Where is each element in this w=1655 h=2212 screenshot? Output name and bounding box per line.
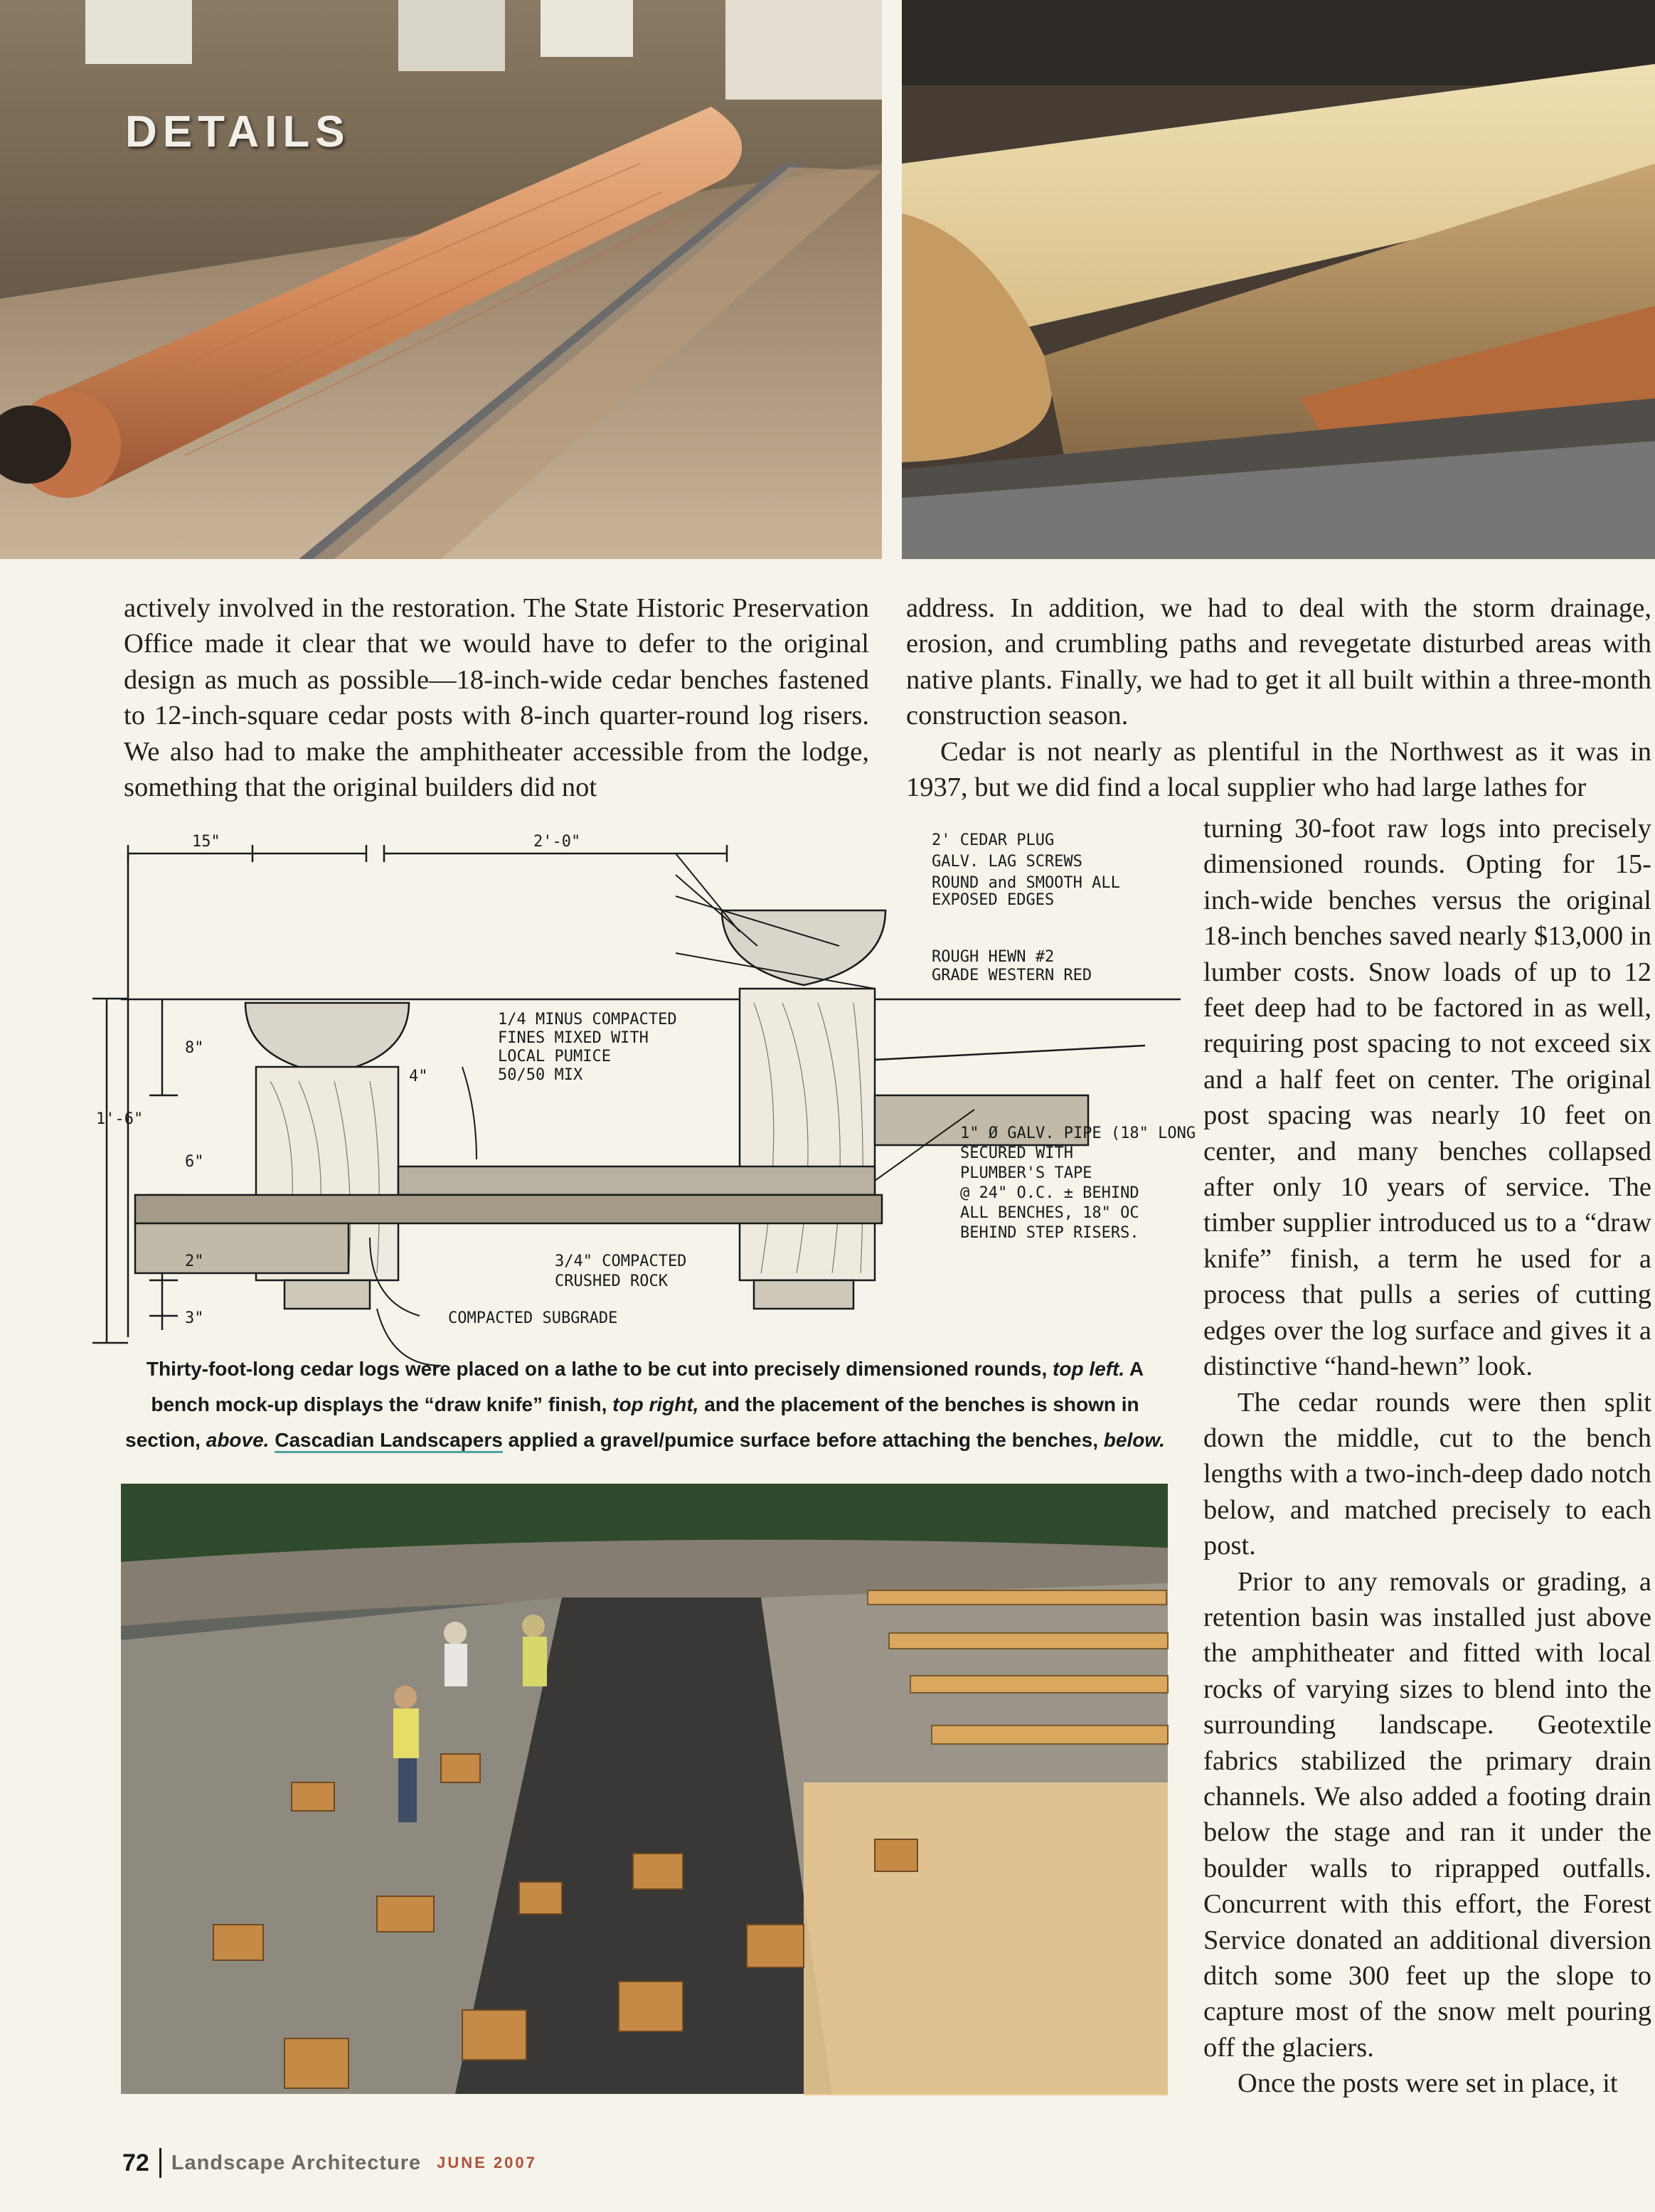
note-rock-1: 3/4" COMPACTED xyxy=(555,1253,687,1270)
page-footer xyxy=(122,2145,537,2181)
bench-section-drawing xyxy=(96,825,1196,1351)
figure-caption xyxy=(122,1351,1168,1458)
footer-divider xyxy=(159,2148,161,2178)
caption-ref: above. xyxy=(206,1429,270,1451)
note-pipe-2: SECURED WITH xyxy=(960,1144,1073,1162)
body-paragraph: address. In addition, we had to deal with the storm drainage, erosion, and crumbling paths and revegetate disturbed areas with native plants. Finally, we had to get it all built within a three-month construction season. xyxy=(906,593,1651,731)
dim-4: 4" xyxy=(409,1068,428,1085)
note-round-smooth: ROUND and SMOOTH ALL xyxy=(932,874,1120,892)
body-column-right xyxy=(1203,811,1651,2102)
body-paragraph: actively involved in the restoration. The State Historic Preservation Office made it clear that we would have to defer to the original design as much as possible—18-inch-wide cedar benches fastened to 12-inch-square cedar posts with 8-inch quarter-round log risers. We also had to make the amphitheater accessible from the lodge, something that the original builders did not xyxy=(124,593,869,803)
dim-3: 3" xyxy=(185,1309,204,1327)
body-paragraph: Prior to any removals or grading, a retention basin was installed just above the amphitheater and fitted with local rocks of varying sizes to blend into the surrounding landscape. Geotextile fabrics stabilized the primary drain channels. We also added a footing drain below the stage and ran it under the boulder walls to riprapped outfalls. Concurrent with this effort, the Forest Service donated an additional diversion ditch some 300 feet up the slope to capture most of the snow melt pouring off the glaciers. xyxy=(1203,1566,1651,2063)
bench-mockup-photo xyxy=(902,0,1655,559)
note-fines-3: LOCAL PUMICE xyxy=(498,1048,611,1065)
body-column-left-top xyxy=(124,590,869,805)
note-fines-1: 1/4 MINUS COMPACTED xyxy=(498,1011,677,1028)
note-pipe-6: BEHIND STEP RISERS. xyxy=(960,1224,1139,1242)
note-cedar-plug: 2' CEDAR PLUG xyxy=(932,831,1055,849)
caption-ref: top right, xyxy=(612,1393,699,1415)
dim-1-6: 1'-6" xyxy=(96,1110,144,1128)
body-paragraph: turning 30-foot raw logs into precisely dimensioned rounds. Opting for 15-inch-wide benches versus the original 18-inch benches saved nearly $13,000 in lumber costs. Snow loads of up to 12 feet deep had to be factored in as well, requiring post spacing to not exceed six and a half feet on center. The original post spacing was nearly 10 feet on center, and many benches collapsed after only 10 years of service. The timber supplier introduced us to a “draw knife” finish, a term he used for a process that pulls a series of cutting edges over the log surface and gives it a distinctive “hand-hewn” look. xyxy=(1203,814,1651,1382)
firm-link[interactable]: Cascadian Landscapers xyxy=(275,1429,503,1453)
issue-date: JUNE 2007 xyxy=(437,2154,537,2171)
body-column-middle-top xyxy=(906,590,1651,805)
body-paragraph: Cedar is not nearly as plentiful in the Northwest as it was in 1937, but we did find a local supplier who had large lathes for xyxy=(906,736,1651,803)
caption-ref: top left. xyxy=(1053,1358,1125,1380)
dim-2-0: 2'-0" xyxy=(533,833,581,851)
note-subgrade: COMPACTED SUBGRADE xyxy=(448,1309,618,1327)
caption-text: Thirty-foot-long cedar logs were placed on a lathe to be cut into precisely dimensioned rounds, xyxy=(146,1358,1048,1380)
magazine-title: Landscape Architecture xyxy=(171,2151,422,2174)
body-paragraph: The cedar rounds were then split down the middle, cut to the bench lengths with a two-inch-deep dado notch below, and matched precisely to each post. xyxy=(1203,1387,1651,1561)
note-fines-2: FINES MIXED WITH xyxy=(498,1029,649,1047)
note-pipe-1: 1" Ø GALV. PIPE (18" LONG xyxy=(960,1124,1196,1142)
caption-text: A bench mock-up displays the “draw knife” finish, xyxy=(151,1358,1144,1415)
body-paragraph: Once the posts were set in place, it xyxy=(1238,2068,1618,2099)
caption-text: applied a gravel/pumice surface before attaching the benches, xyxy=(508,1429,1098,1451)
amphitheater-construction-photo xyxy=(121,1484,1168,2094)
dim-6: 6" xyxy=(185,1153,204,1171)
note-pipe-5: ALL BENCHES, 18" OC xyxy=(960,1204,1139,1222)
dim-15: 15" xyxy=(192,833,220,851)
cedar-log-lathe-photo xyxy=(0,0,882,559)
note-lag-screws: GALV. LAG SCREWS xyxy=(932,853,1082,871)
note-fines-4: 50/50 MIX xyxy=(498,1066,583,1084)
note-pipe-4: @ 24" O.C. ± BEHIND xyxy=(960,1184,1139,1202)
caption-text: and the placement of the benches is shown in section, xyxy=(125,1393,1139,1451)
note-exposed-edges: EXPOSED EDGES xyxy=(932,891,1055,909)
page-number: 72 xyxy=(122,2149,149,2176)
section-tag: DETAILS xyxy=(125,107,351,156)
note-rough-hewn: ROUGH HEWN #2 xyxy=(932,948,1055,966)
note-grade: GRADE WESTERN RED xyxy=(932,967,1092,984)
note-pipe-3: PLUMBER'S TAPE xyxy=(960,1164,1092,1182)
dim-8: 8" xyxy=(185,1039,204,1057)
note-rock-2: CRUSHED ROCK xyxy=(555,1272,668,1290)
dim-2: 2" xyxy=(185,1253,204,1270)
caption-ref: below. xyxy=(1103,1429,1165,1451)
